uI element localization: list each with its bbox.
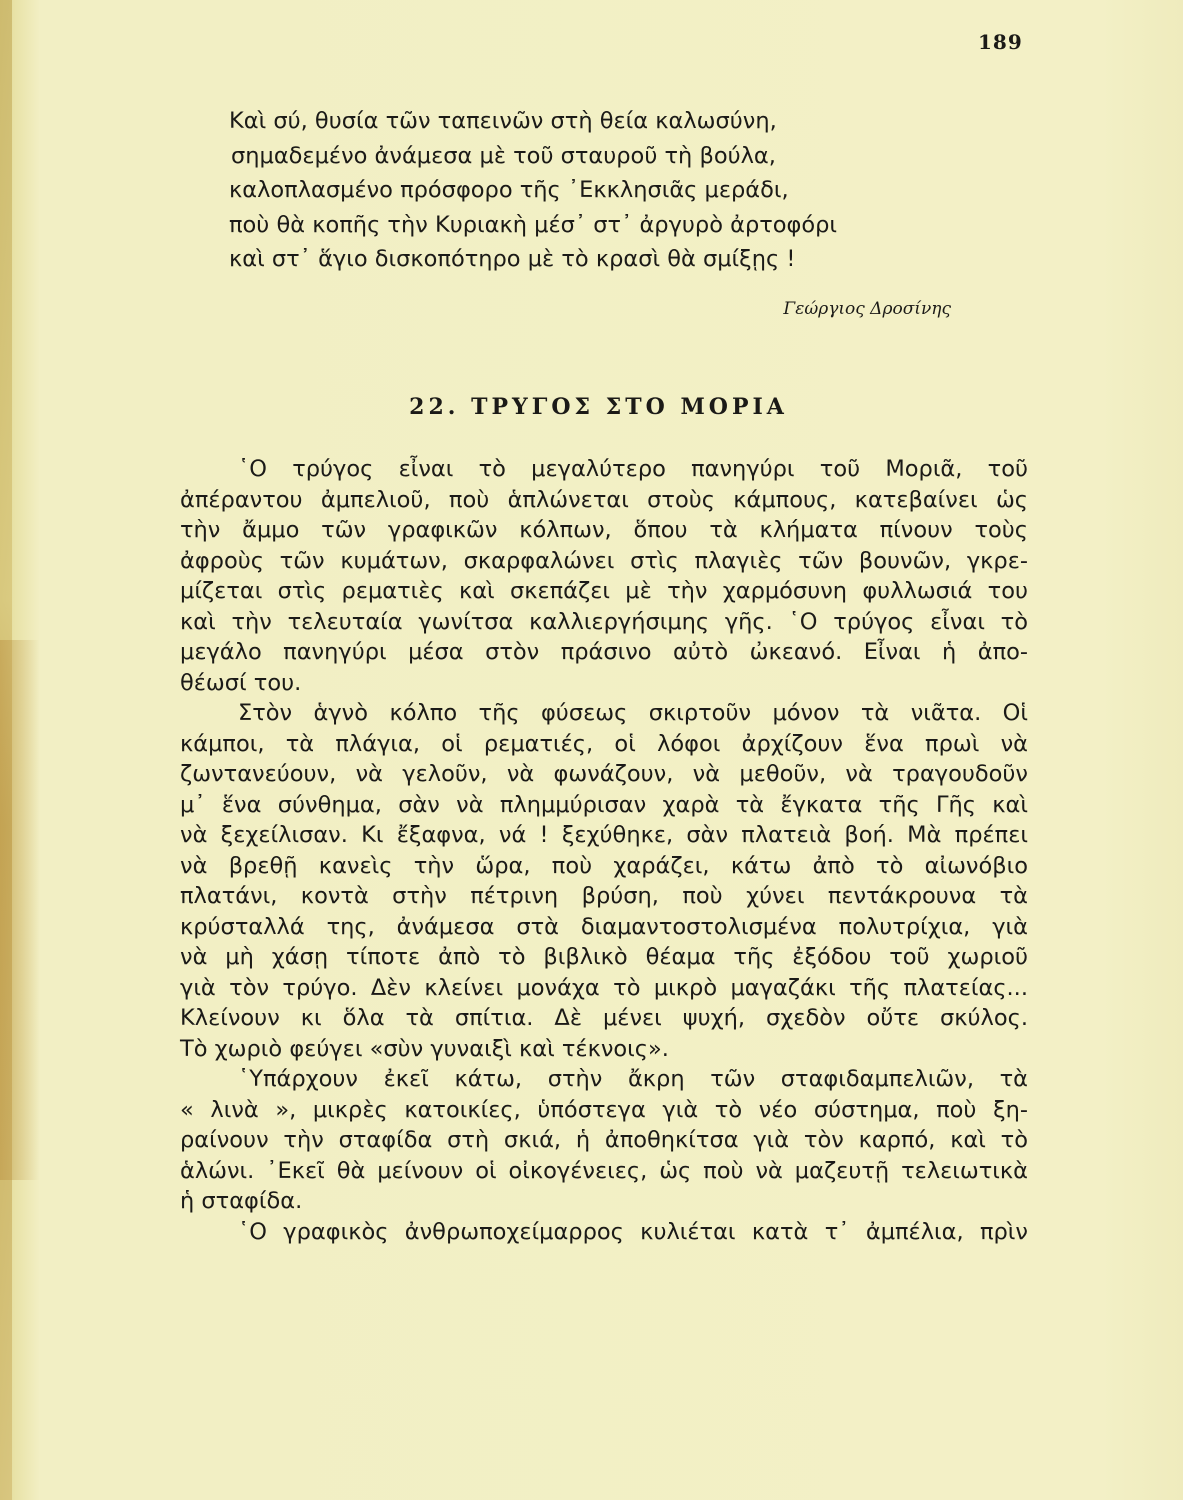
body-line: μεγάλο πανηγύρι μέσα στὸν πράσινο αὐτὸ ὠκεανό. Εἶναι ἡ ἀπο-: [180, 639, 1028, 665]
body-line: ῾Υπάρχουν ἐκεῖ κάτω, στὴν ἄκρη τῶν σταφιδαμπελιῶν, τὰ: [238, 1066, 1028, 1092]
poem-line: καὶ στ᾿ ἅγιο δισκοπότηρο μὲ τὸ κρασὶ θὰ σμίξῃς !: [229, 246, 796, 272]
paper-stain: [0, 640, 40, 1180]
body-line: Κλείνουν κι ὅλα τὰ σπίτια. Δὲ μένει ψυχή, σχεδὸν οὔτε σκύλος.: [180, 1005, 1028, 1031]
poem-stanza: [229, 104, 989, 277]
body-line: μ᾿ ἕνα σύνθημα, σὰν νὰ πλημμύρισαν χαρὰ τὰ ἔγκατα τῆς Γῆς καὶ: [180, 791, 1028, 818]
body-line: γιὰ τὸν τρύγο. Δὲν κλείνει μονάχα τὸ μικρὸ μαγαζάκι τῆς πλατείας...: [180, 974, 1028, 1001]
body-line: ζωντανεύουν, νὰ γελοῦν, νὰ φωνάζουν, νὰ μεθοῦν, νὰ τραγουδοῦν: [180, 761, 1028, 787]
poem-line: καλοπλασμένο πρόσφορο τῆς ᾿Εκκλησιᾶς μεράδι,: [229, 177, 789, 203]
body-line: ῾Ο γραφικὸς ἀνθρωποχείμαρρος κυλιέται κατὰ τ᾿ ἀμπέλια, πρὶν: [238, 1218, 1028, 1245]
body-line: κρύσταλλά της, ἀνάμεσα στὰ διαμαντοστολισμένα πολυτρίχια, γιὰ: [180, 913, 1028, 940]
body-line: ἡ σταφίδα.: [180, 1188, 303, 1214]
poem-author: Γεώργιος Δροσίνης: [783, 299, 951, 319]
body-line: ἀφροὺς τῶν κυμάτων, σκαρφαλώνει στὶς πλαγιὲς τῶν βουνῶν, γκρε-: [180, 547, 1028, 574]
section-title: 22. ΤΡΥΓΟΣ ΣΤΟ ΜΟΡΙΑ: [409, 394, 788, 420]
body-line: νὰ μὴ χάσῃ τίποτε ἀπὸ τὸ βιβλικὸ θέαμα τῆς ἐξόδου τοῦ χωριοῦ: [180, 944, 1028, 970]
body-line: θέωσί του.: [180, 669, 302, 696]
body-line: ἁλώνι. ᾿Εκεῖ θὰ μείνουν οἱ οἰκογένειες, ὡς ποὺ νὰ μαζευτῇ τελειωτικὰ: [180, 1157, 1028, 1184]
poem-line: ποὺ θὰ κοπῆς τὴν Κυριακὴ μέσ᾿ στ᾿ ἀργυρὸ ἀρτοφόρι: [229, 211, 838, 238]
body-line: νὰ ξεχείλισαν. Κι ἔξαφνα, νά ! ξεχύθηκε, σὰν πλατειὰ βοή. Μὰ πρέπει: [180, 822, 1028, 848]
body-text: [180, 454, 1028, 1247]
body-line: ἀπέραντου ἀμπελιοῦ, ποὺ ἁπλώνεται στοὺς κάμπους, κατεβαίνει ὡς: [180, 486, 1028, 513]
body-line: καὶ τὴν τελευταία γωνίτσα καλλιεργήσιμης γῆς. ῾Ο τρύγος εἶναι τὸ: [180, 608, 1028, 635]
body-line: πλατάνι, κοντὰ στὴν πέτρινη βρύση, ποὺ χύνει πεντάκρουνα τὰ: [180, 883, 1028, 909]
body-line: Στὸν ἁγνὸ κόλπο τῆς φύσεως σκιρτοῦν μόνον τὰ νιᾶτα. Οἱ: [238, 700, 1028, 726]
body-line: κάμποι, τὰ πλάγια, οἱ ρεματιές, οἱ λόφοι ἀρχίζουν ἕνα πρωὶ νὰ: [180, 730, 1028, 757]
page-number: 189: [978, 30, 1023, 54]
body-line: Τὸ χωριὸ φεύγει «σὺν γυναιξὶ καὶ τέκνοις».: [180, 1035, 669, 1062]
body-line: μίζεται στὶς ρεματιὲς καὶ σκεπάζει μὲ τὴν χαρμόσυνη φυλλωσιά του: [180, 578, 1028, 604]
body-line: « λινὰ », μικρὲς κατοικίες, ὑπόστεγα γιὰ τὸ νέο σύστημα, ποὺ ξη-: [180, 1096, 1028, 1123]
body-line: νὰ βρεθῇ κανεὶς τὴν ὥρα, ποὺ χαράζει, κάτω ἀπὸ τὸ αἰωνόβιο: [180, 852, 1028, 879]
body-line: ραίνουν τὴν σταφίδα στὴ σκιά, ἡ ἀποθηκίτσα γιὰ τὸν καρπό, καὶ τὸ: [180, 1127, 1028, 1153]
body-line: τὴν ἄμμο τῶν γραφικῶν κόλπων, ὅπου τὰ κλήματα πίνουν τοὺς: [180, 517, 1028, 543]
body-line: ῾Ο τρύγος εἶναι τὸ μεγαλύτερο πανηγύρι τοῦ Μοριᾶ, τοῦ: [238, 456, 1028, 482]
poem-line: σημαδεμένο ἀνάμεσα μὲ τοῦ σταυροῦ τὴ βούλα,: [231, 142, 776, 169]
poem-line: Καὶ σύ, θυσία τῶν ταπεινῶν στὴ θεία καλωσύνη,: [229, 108, 777, 134]
